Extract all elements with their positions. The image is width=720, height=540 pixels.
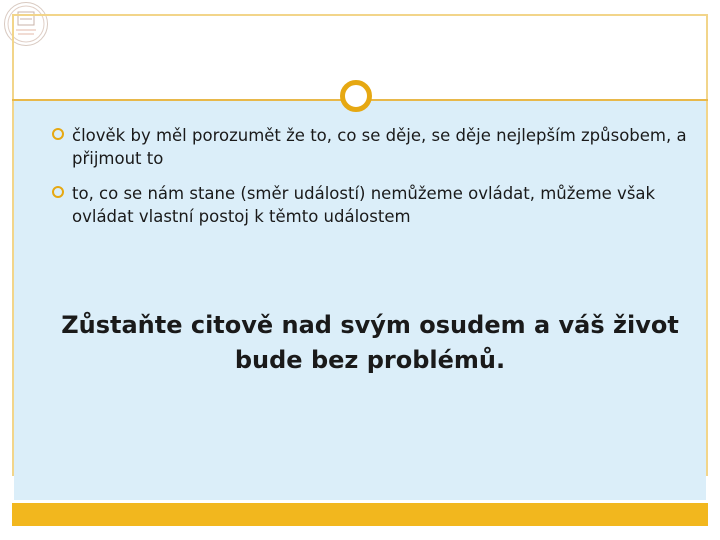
institution-seal-icon	[4, 2, 48, 46]
hollow-circle-bullet-icon	[52, 128, 64, 140]
slide-frame-top	[12, 14, 708, 16]
bullet-item	[50, 124, 690, 170]
quote-line-2: bude bez problémů.	[234, 346, 506, 374]
bullet-text: to, co se nám stane (směr událostí) nemůžeme ovládat, můžeme však ovládat vlastní postoj k těmto událostem	[72, 184, 656, 226]
circle-ring-icon	[340, 80, 372, 112]
quote-line-1: Zůstaňte citově nad svým osudem a váš život	[61, 311, 679, 339]
bullet-item	[50, 182, 690, 228]
bullet-list	[50, 124, 690, 240]
hollow-circle-bullet-icon	[52, 186, 64, 198]
bullet-text: člověk by měl porozumět že to, co se děje, se děje nejlepším způsobem, a přijmout to	[72, 126, 687, 168]
slide-frame-right	[706, 14, 708, 476]
footer-bar	[12, 503, 708, 526]
quote-text	[40, 308, 700, 378]
